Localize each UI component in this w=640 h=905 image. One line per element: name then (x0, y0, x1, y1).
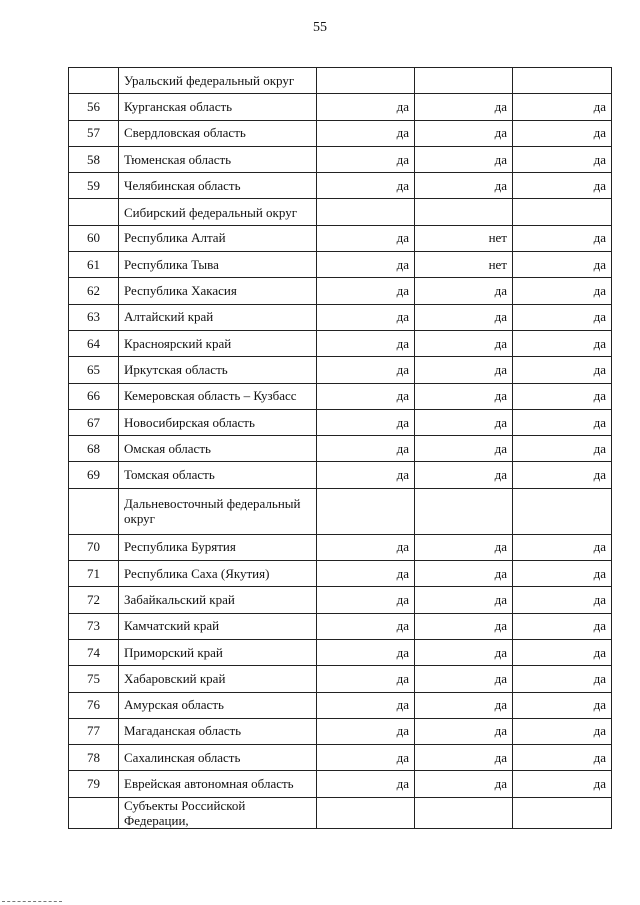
value-col-1: да (317, 94, 415, 120)
district-num-cell (69, 199, 119, 225)
table-row (69, 718, 612, 744)
value-col-2: да (415, 383, 513, 409)
value-col-2: да (415, 718, 513, 744)
region-name: Приморский край (119, 639, 317, 665)
region-name: Хабаровский край (119, 666, 317, 692)
table-row (69, 304, 612, 330)
region-name: Республика Хакасия (119, 278, 317, 304)
value-col-1: да (317, 771, 415, 797)
value-col-2: да (415, 534, 513, 560)
row-number: 64 (69, 330, 119, 356)
region-name: Забайкальский край (119, 587, 317, 613)
row-number: 63 (69, 304, 119, 330)
value-col-2: да (415, 278, 513, 304)
region-name: Республика Бурятия (119, 534, 317, 560)
table-row (69, 613, 612, 639)
value-col-1: да (317, 666, 415, 692)
value-col-1: да (317, 587, 415, 613)
page-number: 55 (313, 20, 327, 35)
row-number: 73 (69, 613, 119, 639)
row-number: 61 (69, 252, 119, 278)
value-col-1: да (317, 745, 415, 771)
value-col-1: да (317, 225, 415, 251)
region-name: Республика Тыва (119, 252, 317, 278)
value-col-2: да (415, 613, 513, 639)
row-number: 77 (69, 718, 119, 744)
value-col-3: да (513, 383, 612, 409)
region-name: Новосибирская область (119, 409, 317, 435)
row-number: 70 (69, 534, 119, 560)
table-row (69, 173, 612, 199)
region-name: Курганская область (119, 94, 317, 120)
value-col-3: да (513, 436, 612, 462)
table-row (69, 561, 612, 587)
value-col-3: да (513, 278, 612, 304)
value-col-3: да (513, 666, 612, 692)
region-name: Иркутская область (119, 357, 317, 383)
district-row (69, 797, 612, 828)
region-name: Томская область (119, 462, 317, 488)
value-col-1: да (317, 278, 415, 304)
table-row (69, 146, 612, 172)
region-name: Челябинская область (119, 173, 317, 199)
table-row (69, 587, 612, 613)
value-col-2: да (415, 771, 513, 797)
region-name: Алтайский край (119, 304, 317, 330)
value-col-2: нет (415, 225, 513, 251)
district-num-cell (69, 488, 119, 534)
value-col-3: да (513, 120, 612, 146)
value-col-2: да (415, 462, 513, 488)
value-col-2: да (415, 357, 513, 383)
value-col-1: да (317, 462, 415, 488)
value-col-2: да (415, 146, 513, 172)
region-name: Республика Саха (Якутия) (119, 561, 317, 587)
district-empty-cell (513, 199, 612, 225)
value-col-3: да (513, 146, 612, 172)
value-col-2: да (415, 666, 513, 692)
row-number: 57 (69, 120, 119, 146)
value-col-1: да (317, 146, 415, 172)
value-col-3: да (513, 252, 612, 278)
value-col-1: да (317, 639, 415, 665)
value-col-2: да (415, 587, 513, 613)
value-col-1: да (317, 173, 415, 199)
value-col-2: да (415, 304, 513, 330)
value-col-3: да (513, 718, 612, 744)
table-row (69, 357, 612, 383)
value-col-3: да (513, 357, 612, 383)
table-row (69, 252, 612, 278)
value-col-3: да (513, 639, 612, 665)
district-empty-cell (415, 199, 513, 225)
district-row (69, 199, 612, 225)
district-empty-cell (513, 68, 612, 94)
district-empty-cell (317, 68, 415, 94)
regions-table-body (69, 68, 612, 829)
region-name: Сахалинская область (119, 745, 317, 771)
table-row (69, 409, 612, 435)
district-num-cell (69, 797, 119, 828)
district-row (69, 488, 612, 534)
value-col-2: да (415, 409, 513, 435)
value-col-1: да (317, 383, 415, 409)
district-empty-cell (415, 797, 513, 828)
region-name: Камчатский край (119, 613, 317, 639)
value-col-1: да (317, 613, 415, 639)
value-col-3: да (513, 534, 612, 560)
district-empty-cell (415, 68, 513, 94)
value-col-2: да (415, 120, 513, 146)
region-name: Еврейская автономная область (119, 771, 317, 797)
value-col-3: да (513, 771, 612, 797)
value-col-3: да (513, 561, 612, 587)
table-row (69, 278, 612, 304)
table-row (69, 120, 612, 146)
table-row (69, 383, 612, 409)
value-col-3: да (513, 692, 612, 718)
row-number: 74 (69, 639, 119, 665)
region-name: Республика Алтай (119, 225, 317, 251)
table-row (69, 692, 612, 718)
value-col-2: да (415, 436, 513, 462)
value-col-3: да (513, 330, 612, 356)
district-name: Дальневосточный федеральный округ (119, 488, 317, 534)
value-col-2: да (415, 94, 513, 120)
table-row (69, 666, 612, 692)
district-row (69, 68, 612, 94)
district-empty-cell (513, 488, 612, 534)
region-name: Омская область (119, 436, 317, 462)
table-row (69, 462, 612, 488)
value-col-3: да (513, 409, 612, 435)
value-col-2: да (415, 173, 513, 199)
region-name: Амурская область (119, 692, 317, 718)
value-col-1: да (317, 357, 415, 383)
table-row (69, 771, 612, 797)
table-row (69, 745, 612, 771)
row-number: 75 (69, 666, 119, 692)
row-number: 56 (69, 94, 119, 120)
row-number: 76 (69, 692, 119, 718)
row-number: 65 (69, 357, 119, 383)
region-name: Тюменская область (119, 146, 317, 172)
row-number: 68 (69, 436, 119, 462)
district-empty-cell (513, 797, 612, 828)
district-empty-cell (415, 488, 513, 534)
region-name: Красноярский край (119, 330, 317, 356)
value-col-3: да (513, 462, 612, 488)
value-col-1: да (317, 252, 415, 278)
value-col-1: да (317, 561, 415, 587)
value-col-3: да (513, 304, 612, 330)
value-col-1: да (317, 718, 415, 744)
value-col-1: да (317, 436, 415, 462)
row-number: 58 (69, 146, 119, 172)
value-col-3: да (513, 613, 612, 639)
value-col-1: да (317, 330, 415, 356)
value-col-3: да (513, 587, 612, 613)
district-empty-cell (317, 199, 415, 225)
district-empty-cell (317, 797, 415, 828)
value-col-1: да (317, 692, 415, 718)
region-name: Магаданская область (119, 718, 317, 744)
table-row (69, 436, 612, 462)
regions-table (68, 67, 612, 829)
value-col-3: да (513, 225, 612, 251)
district-num-cell (69, 68, 119, 94)
value-col-2: да (415, 639, 513, 665)
row-number: 78 (69, 745, 119, 771)
region-name: Кемеровская область – Кузбасс (119, 383, 317, 409)
value-col-2: да (415, 561, 513, 587)
value-col-1: да (317, 120, 415, 146)
row-number: 71 (69, 561, 119, 587)
row-number: 69 (69, 462, 119, 488)
district-name: Сибирский федеральный округ (119, 199, 317, 225)
value-col-3: да (513, 173, 612, 199)
row-number: 79 (69, 771, 119, 797)
row-number: 67 (69, 409, 119, 435)
value-col-1: да (317, 409, 415, 435)
value-col-3: да (513, 94, 612, 120)
row-number: 62 (69, 278, 119, 304)
row-number: 59 (69, 173, 119, 199)
region-name: Свердловская область (119, 120, 317, 146)
value-col-2: да (415, 692, 513, 718)
table-row (69, 534, 612, 560)
table-row (69, 639, 612, 665)
row-number: 66 (69, 383, 119, 409)
table-row (69, 330, 612, 356)
value-col-3: да (513, 745, 612, 771)
row-number: 60 (69, 225, 119, 251)
value-col-2: да (415, 745, 513, 771)
value-col-1: да (317, 534, 415, 560)
value-col-2: да (415, 330, 513, 356)
value-col-1: да (317, 304, 415, 330)
scan-edge-mark (2, 901, 62, 902)
district-empty-cell (317, 488, 415, 534)
table-row (69, 225, 612, 251)
table-row (69, 94, 612, 120)
district-name: Уральский федеральный округ (119, 68, 317, 94)
row-number: 72 (69, 587, 119, 613)
value-col-2: нет (415, 252, 513, 278)
district-name: Субъекты Российской Федерации, (119, 797, 317, 828)
